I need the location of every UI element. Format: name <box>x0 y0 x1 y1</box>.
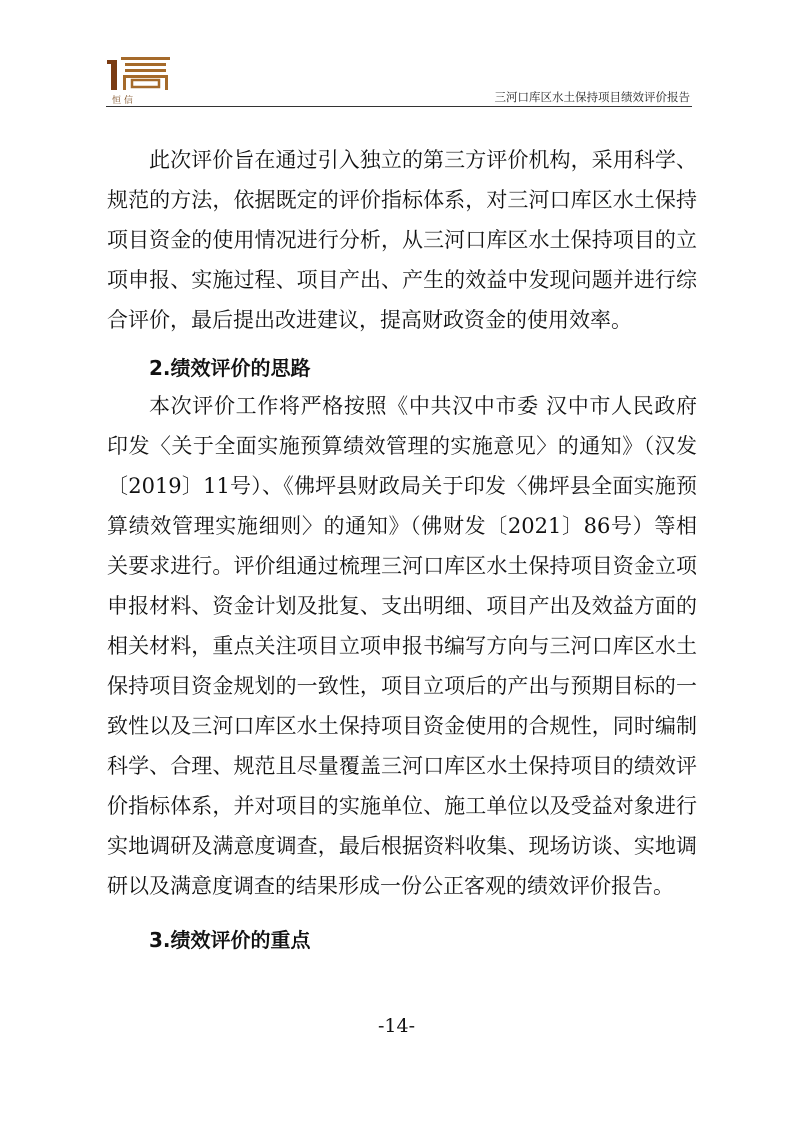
company-logo <box>106 54 176 106</box>
header-divider <box>106 106 692 107</box>
section-heading-focus: 3.绩效评价的重点 <box>149 928 311 952</box>
logo-mark-icon <box>106 54 176 94</box>
section-heading-approach: 2.绩效评价的思路 <box>149 356 311 380</box>
logo-caption: 恒信 <box>112 96 137 106</box>
page-number: -14- <box>377 1015 416 1037</box>
page-content <box>107 140 697 956</box>
page-header <box>106 54 692 110</box>
report-title: 三河口库区水土保持项目绩效评价报告 <box>494 90 690 104</box>
paragraph-evaluation-purpose: 此次评价旨在通过引入独立的第三方评价机构，采用科学、规范的方法，依据既定的评价指标体系，对三河口库区水土保持项目资金的使用情况进行分析，从三河口库区水土保持项目的立项申报、实施过程、项目产出、产生的效益中发现问题并进行综合评价，最后提出改进建议，提高财政资金的使用效率。 <box>107 148 697 332</box>
paragraph-evaluation-approach: 本次评价工作将严格按照《中共汉中市委 汉中市人民政府印发〈关于全面实施预算绩效管理的实施意见〉的通知》（汉发〔2019〕11号）、《佛坪县财政局关于印发〈佛坪县全面实施预算绩效管理实施细则〉的通知》（佛财发〔2021〕86号）等相关要求进行。评价组通过梳理三河口库区水土保持项目资金立项申报材料、资金计划及批复、支出明细、项目产出及效益方面的相关材料，重点关注项目立项申报书编写方向与三河口库区水土保持项目资金规划的一致性，项目立项后的产出与预期目标的一致性以及三河口库区水土保持项目资金使用的合规性，同时编制科学、合理、规范且尽量覆盖三河口库区水土保持项目的绩效评价指标体系，并对项目的实施单位、施工单位以及受益对象进行实地调研及满意度调查，最后根据资料收集、现场访谈、实地调研以及满意度调查的结果形成一份公正客观的绩效评价报告。 <box>107 394 697 898</box>
